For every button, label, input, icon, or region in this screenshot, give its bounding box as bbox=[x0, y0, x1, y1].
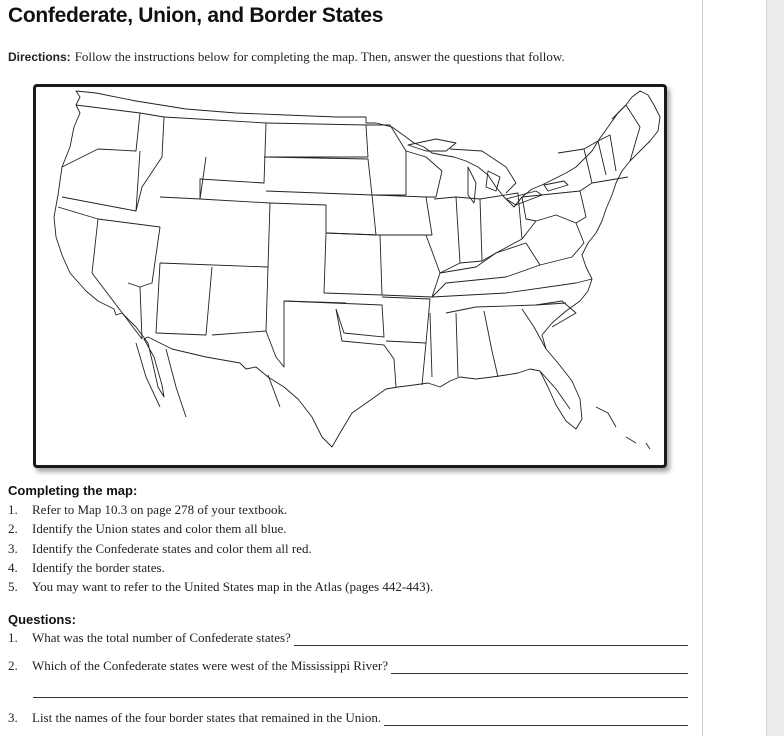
question-3: 3. List the names of the four border states that remained in the Union. bbox=[8, 710, 688, 726]
completing-list bbox=[8, 500, 433, 596]
answer-line-3[interactable] bbox=[384, 714, 688, 726]
us-map-drawing bbox=[36, 87, 664, 465]
list-item: 3. Identify the Confederate states and color them all red. bbox=[8, 540, 312, 556]
answer-line-1[interactable] bbox=[294, 634, 688, 646]
completing-heading: Completing the map: bbox=[8, 483, 138, 498]
list-item: 1. Refer to Map 10.3 on page 278 of your textbook. bbox=[8, 502, 288, 517]
page-title: Confederate, Union, and Border States bbox=[8, 4, 384, 27]
list-item: 5. You may want to refer to the United States map in the Atlas (pages 442-443). bbox=[8, 579, 434, 595]
directions bbox=[8, 49, 565, 65]
us-outline-map bbox=[33, 84, 667, 468]
list-item: 4. Identify the border states. bbox=[8, 559, 165, 575]
directions-text: Follow the instructions below for completing the map. Then, answer the questions that follow. bbox=[74, 49, 565, 64]
page-gutter bbox=[703, 0, 766, 736]
directions-label: Directions: bbox=[8, 50, 71, 64]
us-outline bbox=[54, 91, 660, 447]
question-1: 1. What was the total number of Confederate states? bbox=[8, 630, 688, 646]
answer-line-2[interactable] bbox=[391, 662, 688, 674]
answer-line-2b[interactable] bbox=[33, 697, 688, 698]
vertical-scrollbar[interactable] bbox=[766, 0, 784, 736]
list-item: 2. Identify the Union states and color them all blue. bbox=[8, 521, 287, 537]
questions-heading: Questions: bbox=[8, 612, 76, 627]
question-2: 2. Which of the Confederate states were west of the Mississippi River? bbox=[8, 658, 688, 674]
